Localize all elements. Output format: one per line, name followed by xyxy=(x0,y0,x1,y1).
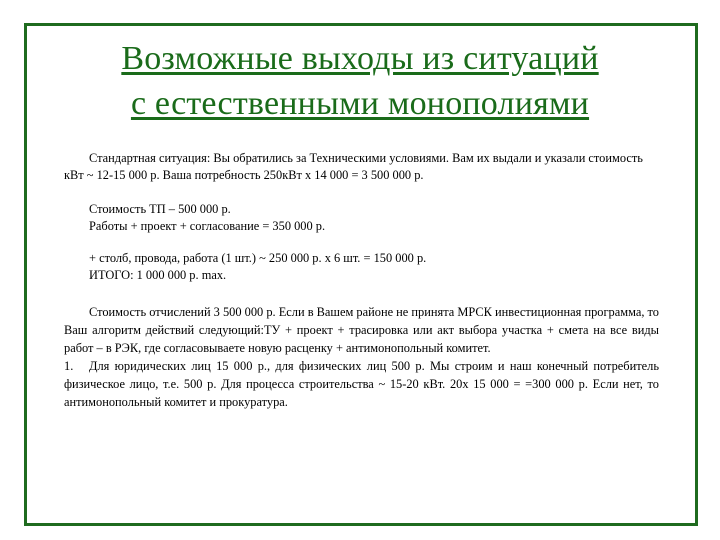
title-line-2: с естественными монополиями xyxy=(130,85,590,122)
works-cost-line: Работы + проект + согласование = 350 000 р. xyxy=(89,219,326,233)
list-marker: 1. xyxy=(64,359,74,373)
slide-body xyxy=(64,150,659,411)
tp-cost-line: Стоимость ТП – 500 000 р. xyxy=(89,202,231,216)
title-line-1: Возможные выходы из ситуаций xyxy=(121,40,599,77)
deductions-paragraph: Стоимость отчислений 3 500 000 р. Если в Вашем районе не принята МРСК инвестиционная программа, то Ваш алгоритм действий следующий:ТУ + проект + трасировка или акт выбора участка + смета на все виды работ – в РЭК, где согласовываете новую расценку + антимонопольный комитет. xyxy=(64,305,659,355)
total-line: ИТОГО: 1 000 000 р. max. xyxy=(89,268,227,282)
numbered-item-text: Для юридических лиц 15 000 р., для физических лиц 500 р. Мы строим и наш конечный потребитель физическое лицо, т.е. 500 р. Для процесса строительства ~ 15-20 кВт. 20х 15 000 = =300 000 р. Если нет, то антимонопольный комитет и прокуратура. xyxy=(64,359,659,409)
numbered-item-1 xyxy=(64,357,659,411)
standard-situation-paragraph: Стандартная ситуация: Вы обратились за Техническими условиями. Вам их выдали и указали стоимость кВт ~ 12-15 000 р. Ваша потребность 250кВт х 14 000 = 3 500 000 р. xyxy=(64,151,643,182)
slide-title xyxy=(40,36,680,126)
poles-cost-line: + столб, провода, работа (1 шт.) ~ 250 000 р. х 6 шт. = 150 000 р. xyxy=(89,251,427,265)
